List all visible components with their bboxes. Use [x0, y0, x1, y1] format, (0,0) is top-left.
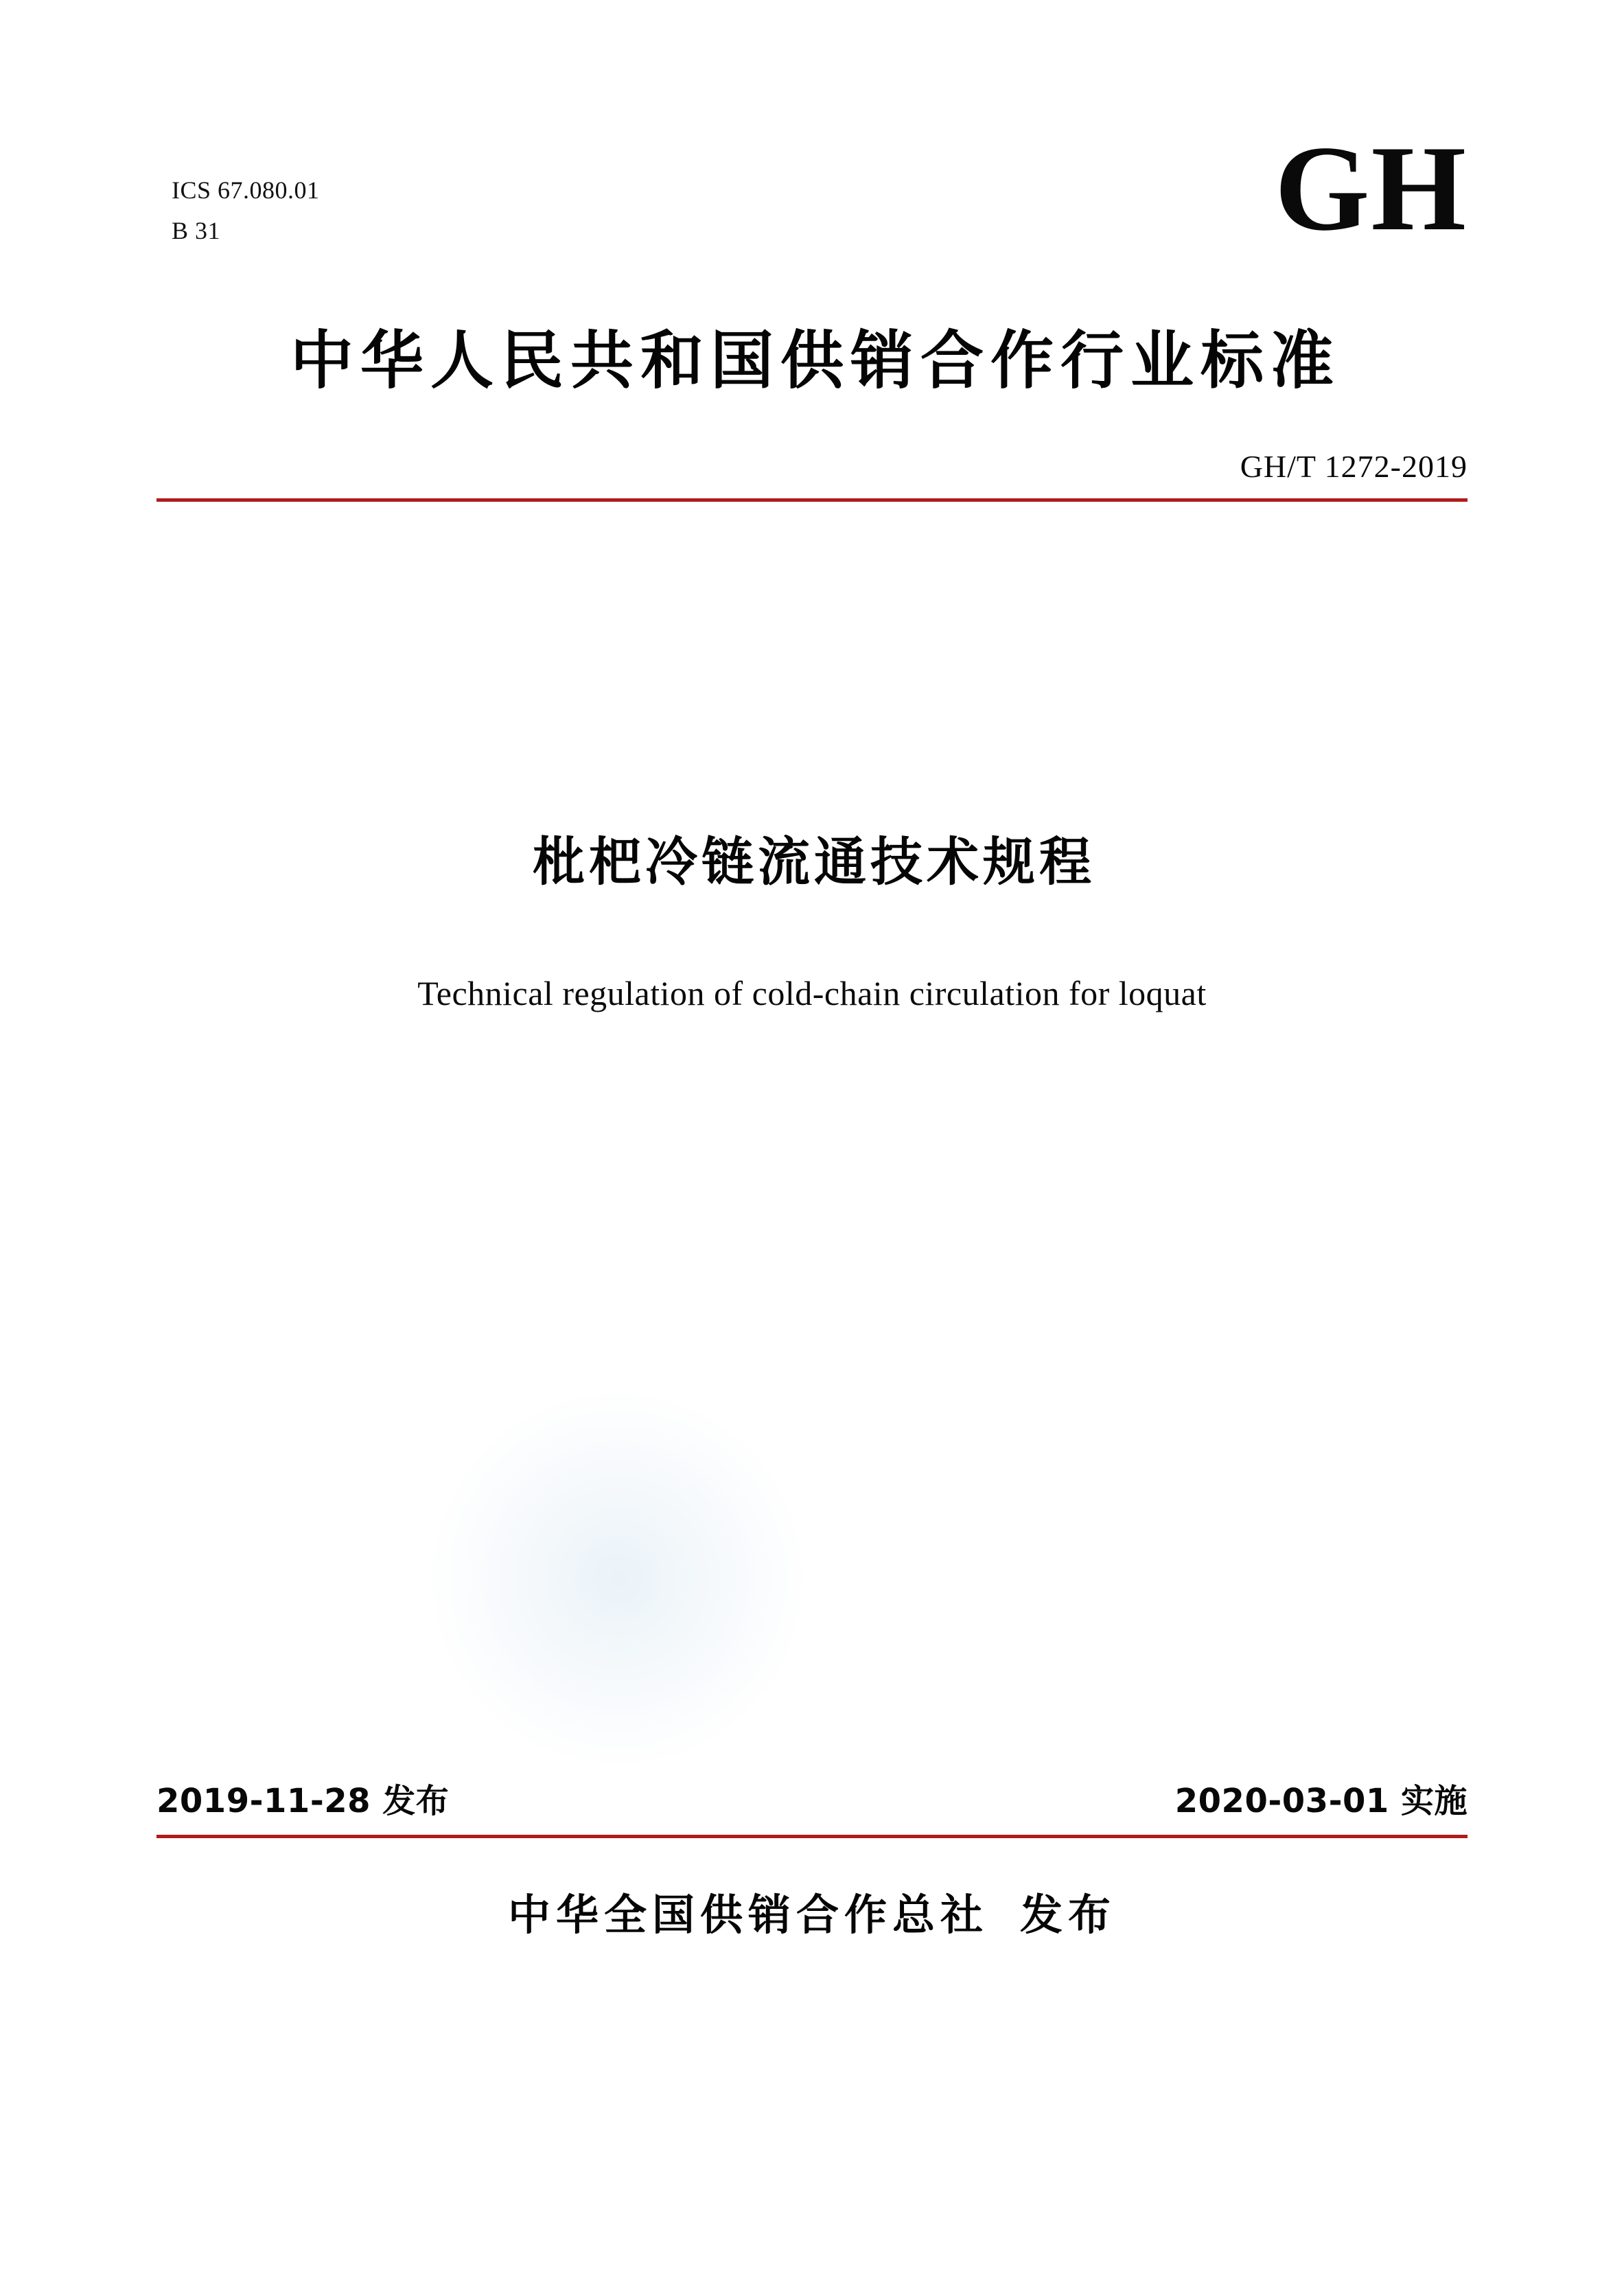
publisher-line: [0, 1881, 1624, 1942]
gh-logo: GH: [1275, 120, 1468, 256]
ics-code: ICS 67.080.01: [172, 176, 320, 204]
document-title-english: Technical regulation of cold-chain circulation for loquat: [417, 974, 1207, 1012]
standard-number: GH/T 1272-2019: [1240, 449, 1468, 484]
standard-series-title: 中华人民共和国供销合作行业标准: [290, 324, 1341, 397]
cover-header: [0, 0, 1624, 522]
background-tint: [426, 1387, 810, 1771]
classification-code: B 31: [172, 217, 221, 245]
document-title-chinese: 枇杷冷链流通技术规程: [533, 831, 1095, 892]
cover-footer-dates: [156, 1774, 1468, 1822]
publisher-verb: 发布: [1020, 1890, 1117, 1940]
issue-date: 2019-11-28 发布: [156, 1782, 450, 1820]
publisher-name: 中华全国供销合作总社: [507, 1890, 988, 1940]
ics-block: [172, 170, 320, 252]
effective-date: 2020-03-01 实施: [1174, 1782, 1468, 1820]
footer-divider-rule: [156, 1835, 1468, 1838]
header-divider-rule: [156, 498, 1468, 502]
